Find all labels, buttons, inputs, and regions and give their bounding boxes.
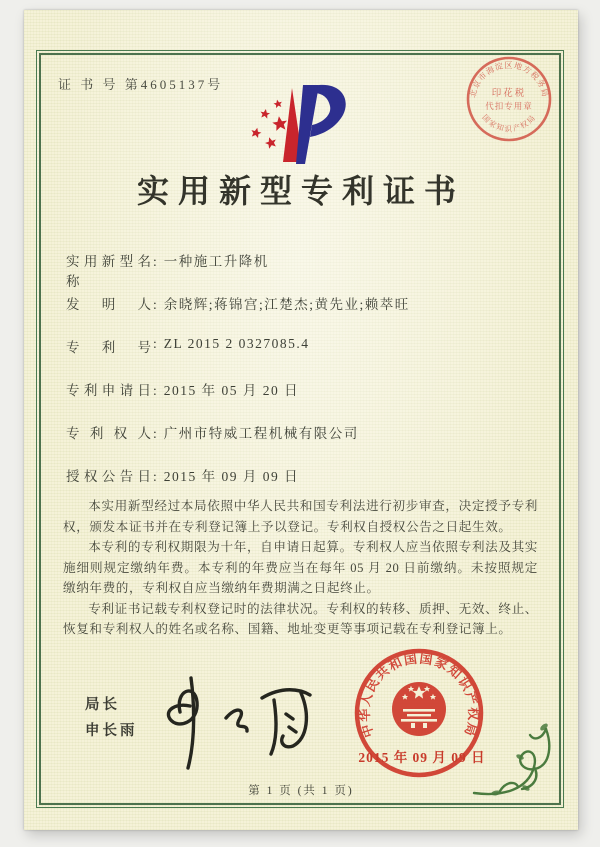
- field-colon: :: [153, 469, 158, 484]
- tax-stamp-bottom-text: 国家知识产权局: [480, 112, 538, 134]
- national-emblem: [392, 682, 446, 736]
- tax-stamp-center-line2: 代扣专用章: [485, 101, 533, 111]
- certificate-number: 证 书 号 第4605137号: [58, 77, 224, 92]
- field-colon: :: [153, 297, 158, 312]
- director-block: [85, 692, 138, 744]
- director-title: 局长: [85, 697, 120, 713]
- field-row-patentee: [66, 422, 538, 465]
- seal-date: 2015 年 09 月 09 日: [358, 750, 486, 765]
- field-colon: :: [153, 254, 158, 269]
- field-colon: :: [153, 426, 158, 441]
- field-value: 一种施工升降机: [163, 254, 269, 269]
- corner-ornament: [470, 715, 562, 806]
- field-label: 专利号: [66, 340, 152, 355]
- legal-text: [63, 496, 538, 640]
- certificate-fields: [66, 250, 538, 508]
- field-row-filing-date: [66, 379, 538, 422]
- field-row-name: [66, 250, 538, 293]
- official-seal: [349, 643, 489, 788]
- field-value: 2015 年 09 月 09 日: [163, 469, 300, 484]
- certificate-page: [24, 10, 578, 830]
- field-label: 专利申请日: [66, 383, 152, 398]
- field-value: 广州市特威工程机械有限公司: [163, 426, 359, 441]
- certificate-title: 实用新型专利证书: [136, 173, 465, 209]
- director-name: 申长雨: [85, 723, 138, 739]
- tax-stamp: [462, 52, 556, 151]
- field-label: 发明人: [66, 297, 152, 312]
- field-colon: :: [153, 336, 158, 351]
- legal-paragraph: 专利证书记载专利权登记时的法律状况。专利权的转移、质押、无效、终止、恢复和专利权人的姓名或名称、国籍、地址变更等事项记载在专利登记簿上。: [63, 601, 538, 636]
- field-value: 2015 年 05 月 20 日: [163, 383, 300, 398]
- cnipa-ip-logo-graphic: [239, 82, 363, 168]
- field-label: 实用新型名称: [66, 254, 152, 289]
- legal-paragraph: 本实用新型经过本局依照中华人民共和国专利法进行初步审查，决定授予专利权，颁发本证书并在专利登记簿上予以登记。专利权自授权公告之日起生效。: [63, 499, 538, 534]
- field-colon: :: [153, 383, 158, 398]
- field-label: 授权公告日: [66, 469, 152, 484]
- svg-text:国家知识产权局: [480, 113, 537, 134]
- field-label: 专利权人: [66, 426, 152, 441]
- field-value: ZL 2015 2 0327085.4: [163, 336, 310, 351]
- field-row-patent-number: [66, 336, 538, 379]
- tax-stamp-center-line1: 印花税: [491, 89, 527, 99]
- director-signature: [150, 670, 330, 779]
- seal-ring-text: 中华人民共和国国家知识产权局: [356, 650, 482, 740]
- field-value: 余晓辉;蒋锦宫;江楚杰;黄先业;赖萃旺: [163, 297, 410, 312]
- page-indicator: 第 1 页 (共 1 页): [248, 785, 354, 797]
- tax-stamp-top-text: 北京市海淀区地方税务局: [468, 60, 550, 99]
- legal-paragraph: 本专利的专利权期限为十年，自申请日起算。专利权人应当依照专利法及其实施细则规定缴纳年费。本专利的年费应当在每年 05 月 20 日前缴纳。未按照规定缴纳年费的，专利权自应当缴纳年费期满之日起终止。: [63, 540, 538, 595]
- field-row-inventors: [66, 293, 538, 336]
